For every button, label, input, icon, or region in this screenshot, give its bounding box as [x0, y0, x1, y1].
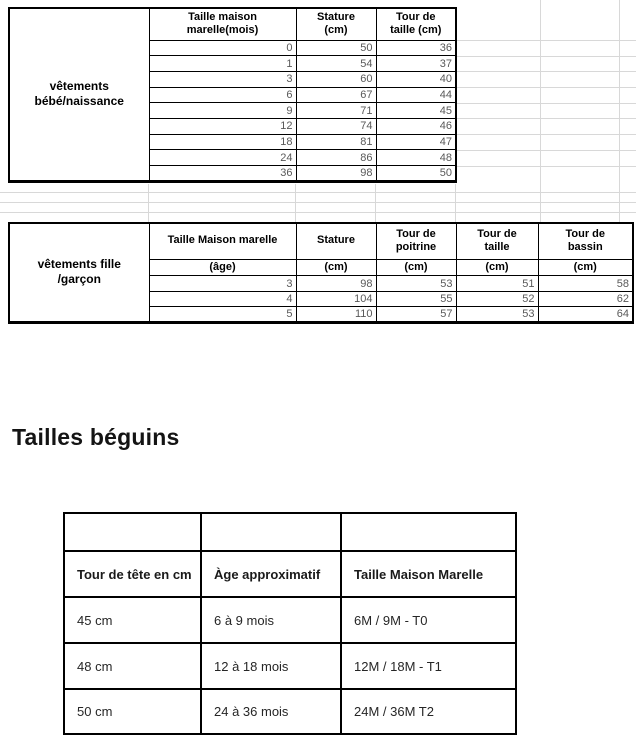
- cell: 36: [149, 166, 296, 182]
- table-beguins: [63, 512, 517, 735]
- header-line: Tour de: [477, 227, 517, 240]
- gridline: [375, 184, 376, 222]
- cell: 47: [376, 134, 456, 150]
- header-line: Taille Maison marelle: [167, 234, 278, 247]
- cell: 12 à 18 mois: [201, 643, 341, 689]
- label-line: bébé/naissance: [34, 94, 124, 109]
- cell: 18: [149, 134, 296, 150]
- cell: 24 à 36 mois: [201, 689, 341, 734]
- cell: 51: [456, 276, 538, 292]
- cell: 45 cm: [64, 597, 201, 643]
- column-header: [538, 223, 633, 259]
- cell: 0: [149, 40, 296, 56]
- column-subheader: (cm): [456, 259, 538, 276]
- gridline: [455, 150, 636, 151]
- cell: 110: [296, 307, 376, 323]
- column-header: Tour de tête en cm: [64, 551, 201, 597]
- cell: 52: [456, 291, 538, 307]
- cell: 60: [296, 71, 376, 87]
- column-subheader: (cm): [376, 259, 456, 276]
- header-line: (cm): [324, 24, 348, 37]
- row-group-label: [9, 8, 149, 181]
- label-line: vêtements fille: [37, 257, 121, 272]
- cell: 12M / 18M - T1: [341, 643, 516, 689]
- gridline: [455, 56, 636, 57]
- cell-empty: [201, 513, 341, 551]
- cell: 67: [296, 87, 376, 103]
- column-header: [376, 8, 456, 40]
- cell: 98: [296, 166, 376, 182]
- column-header: Taille Maison Marelle: [341, 551, 516, 597]
- gridline: [455, 118, 636, 119]
- section-heading: Tailles béguins: [12, 424, 180, 450]
- cell: 6 à 9 mois: [201, 597, 341, 643]
- column-header: Àge approximatif: [201, 551, 341, 597]
- table-row-empty: [64, 513, 516, 551]
- cell: 54: [296, 56, 376, 72]
- gridline: [295, 184, 296, 222]
- cell: 9: [149, 103, 296, 119]
- table-row: [64, 643, 516, 689]
- gridline: [455, 40, 636, 41]
- cell: 50 cm: [64, 689, 201, 734]
- table-header-row: [64, 551, 516, 597]
- header-line: Stature: [317, 10, 355, 23]
- table-row: [64, 689, 516, 734]
- gridline: [455, 71, 636, 72]
- cell: 57: [376, 307, 456, 323]
- cell: 24M / 36M T2: [341, 689, 516, 734]
- cell: 53: [456, 307, 538, 323]
- gridline: [455, 103, 636, 104]
- header-line: Taille maison: [188, 10, 257, 23]
- cell: 1: [149, 56, 296, 72]
- table-bebe-naissance: [8, 7, 457, 183]
- cell: 58: [538, 276, 633, 292]
- cell: 48 cm: [64, 643, 201, 689]
- header-line: poitrine: [395, 241, 437, 254]
- gridline: [0, 212, 636, 213]
- gridline: [619, 0, 620, 222]
- cell: 4: [149, 291, 296, 307]
- gridline: [148, 184, 149, 222]
- header-line: Tour de: [395, 10, 436, 23]
- cell: 12: [149, 118, 296, 134]
- gridline: [0, 202, 636, 203]
- header-line: taille: [484, 241, 510, 254]
- cell: 44: [376, 87, 456, 103]
- cell: 74: [296, 118, 376, 134]
- cell: 104: [296, 291, 376, 307]
- cell: 37: [376, 56, 456, 72]
- header-line: bassin: [567, 241, 603, 254]
- column-header: [296, 8, 376, 40]
- gridline: [455, 184, 456, 222]
- gridline: [455, 166, 636, 167]
- cell: 50: [296, 40, 376, 56]
- cell: 5: [149, 307, 296, 323]
- cell: 46: [376, 118, 456, 134]
- column-header: [149, 8, 296, 40]
- cell: 45: [376, 103, 456, 119]
- cell: 48: [376, 150, 456, 166]
- cell: 24: [149, 150, 296, 166]
- cell-empty: [64, 513, 201, 551]
- cell: 86: [296, 150, 376, 166]
- header-line: Stature: [317, 234, 355, 247]
- cell: 62: [538, 291, 633, 307]
- gridline: [455, 87, 636, 88]
- table-fille-garcon: [8, 222, 634, 324]
- table-row: [64, 597, 516, 643]
- column-subheader: (cm): [538, 259, 633, 276]
- column-header: [149, 223, 296, 259]
- gridline: [455, 134, 636, 135]
- column-subheader: (cm): [296, 259, 376, 276]
- cell-empty: [341, 513, 516, 551]
- cell: 3: [149, 276, 296, 292]
- column-header: [296, 223, 376, 259]
- label-line: vêtements: [49, 79, 109, 94]
- cell: 6: [149, 87, 296, 103]
- cell: 6M / 9M - T0: [341, 597, 516, 643]
- header-line: taille (cm): [390, 24, 442, 37]
- cell: 50: [376, 166, 456, 182]
- cell: 81: [296, 134, 376, 150]
- gridline: [0, 192, 636, 193]
- row-group-label: [9, 223, 149, 322]
- label-line: /garçon: [57, 272, 101, 287]
- cell: 98: [296, 276, 376, 292]
- cell: 3: [149, 71, 296, 87]
- gridline: [540, 0, 541, 222]
- cell: 71: [296, 103, 376, 119]
- column-subheader: (âge): [149, 259, 296, 276]
- header-line: Tour de: [396, 227, 436, 240]
- column-header: [456, 223, 538, 259]
- header-line: marelle(mois): [186, 24, 259, 37]
- header-line: Tour de: [565, 227, 605, 240]
- cell: 64: [538, 307, 633, 323]
- cell: 36: [376, 40, 456, 56]
- cell: 53: [376, 276, 456, 292]
- cell: 40: [376, 71, 456, 87]
- column-header: [376, 223, 456, 259]
- cell: 55: [376, 291, 456, 307]
